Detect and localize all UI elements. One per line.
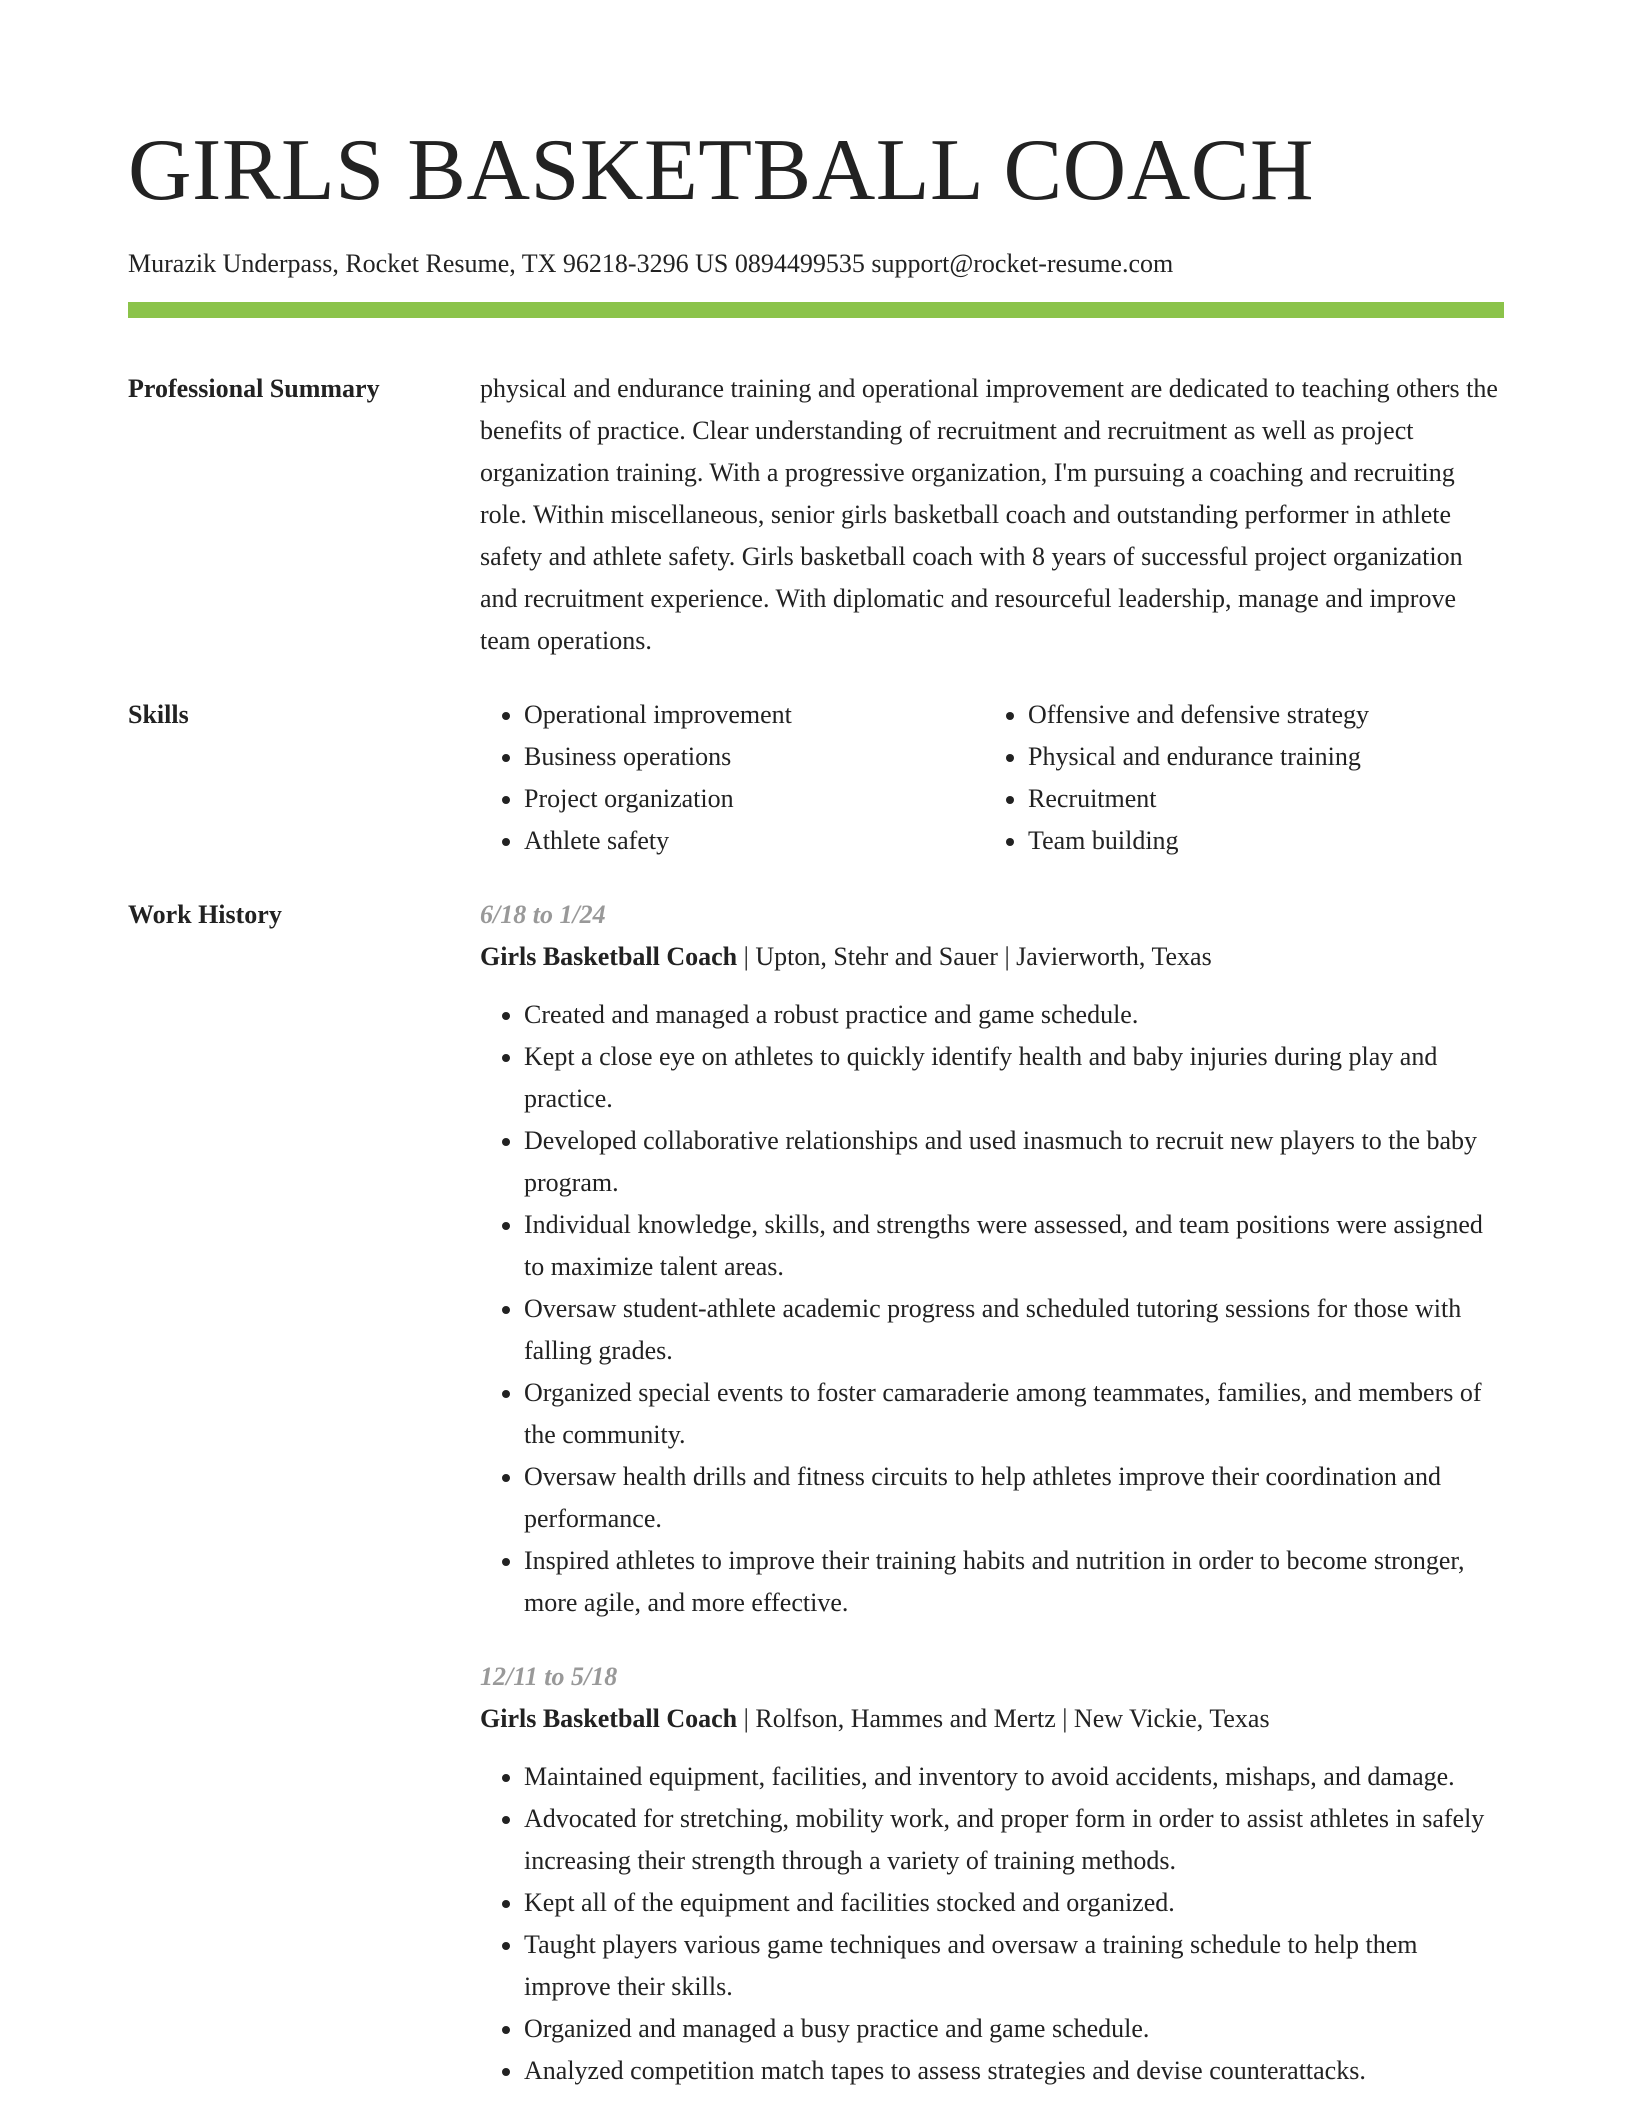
summary-section — [128, 368, 1504, 662]
work-history-heading: Work History — [128, 900, 282, 929]
skills-body — [480, 694, 1504, 862]
skills-columns — [480, 694, 1504, 862]
resume-title: GIRLS BASKETBALL COACH — [128, 122, 1315, 219]
job-duty: • Individual knowledge, skills, and strengths were assessed, and team positions were assigned to maximize talent areas. — [524, 1204, 1504, 1288]
skill-item: • Project organization — [524, 778, 984, 820]
skills-list-right — [984, 694, 1488, 862]
skills-list-left — [480, 694, 984, 862]
job-title: Girls Basketball Coach — [480, 1704, 738, 1733]
job-duty: • Inspired athletes to improve their training habits and nutrition in order to become stronger, more agile, and more effective. — [524, 1540, 1504, 1624]
job-duty: • Kept all of the equipment and facilities stocked and organized. — [524, 1882, 1504, 1924]
job-duties-list — [480, 994, 1504, 1624]
skills-section — [128, 694, 1504, 862]
job-duty: • Oversaw student-athlete academic progress and scheduled tutoring sessions for those with falling grades. — [524, 1288, 1504, 1372]
skill-item: • Team building — [1028, 820, 1488, 862]
skill-item: • Physical and endurance training — [1028, 736, 1488, 778]
job-duty: • Oversaw health drills and fitness circuits to help athletes improve their coordination and performance. — [524, 1456, 1504, 1540]
work-history-body — [480, 894, 1504, 2092]
job-dates: 12/11 to 5/18 — [480, 1662, 618, 1691]
skills-heading: Skills — [128, 700, 189, 729]
accent-divider — [128, 302, 1504, 318]
job-heading — [480, 1698, 1504, 1740]
job-duty: • Analyzed competition match tapes to assess strategies and devise counterattacks. — [524, 2050, 1504, 2092]
job-duty: • Created and managed a robust practice and game schedule. — [524, 994, 1504, 1036]
job-entry — [480, 894, 1504, 1624]
skill-item: • Operational improvement — [524, 694, 984, 736]
job-duty: • Maintained equipment, facilities, and inventory to avoid accidents, mishaps, and damage. — [524, 1756, 1504, 1798]
job-duty: • Kept a close eye on athletes to quickly identify health and baby injuries during play and practice. — [524, 1036, 1504, 1120]
job-duty: • Taught players various game techniques and oversaw a training schedule to help them improve their skills. — [524, 1924, 1504, 2008]
job-title: Girls Basketball Coach — [480, 942, 738, 971]
skill-item: • Athlete safety — [524, 820, 984, 862]
job-employer-location: | Upton, Stehr and Sauer | Javierworth, Texas — [737, 942, 1212, 971]
summary-heading: Professional Summary — [128, 374, 380, 403]
job-duty: • Advocated for stretching, mobility work, and proper form in order to assist athletes in safely increasing their strength through a variety of training methods. — [524, 1798, 1504, 1882]
contact-line: Murazik Underpass, Rocket Resume, TX 96218-3296 US 0894499535 support@rocket-resume.com — [128, 249, 1174, 278]
job-entry — [480, 1656, 1504, 2092]
job-duty: • Organized special events to foster camaraderie among teammates, families, and members of the community. — [524, 1372, 1504, 1456]
summary-text: physical and endurance training and operational improvement are dedicated to teaching others the benefits of practice. Clear understanding of recruitment and recruitment as well as project organization training. With a progressive organization, I'm pursuing a coaching and recruiting role. Within miscellaneous, senior girls basketball coach and outstanding performer in athlete safety and athlete safety. Girls basketball coach with 8 years of successful project organization and recruitment experience. With diplomatic and resourceful leadership, manage and improve team operations. — [480, 374, 1498, 655]
skill-item: • Recruitment — [1028, 778, 1488, 820]
job-duty: • Developed collaborative relationships and used inasmuch to recruit new players to the baby program. — [524, 1120, 1504, 1204]
job-dates: 6/18 to 1/24 — [480, 900, 606, 929]
job-duty: • Organized and managed a busy practice and game schedule. — [524, 2008, 1504, 2050]
job-heading — [480, 936, 1504, 978]
work-history-section — [128, 894, 1504, 2092]
job-duties-list — [480, 1756, 1504, 2092]
resume-header — [128, 0, 1504, 318]
skill-item: • Business operations — [524, 736, 984, 778]
skill-item: • Offensive and defensive strategy — [1028, 694, 1488, 736]
job-employer-location: | Rolfson, Hammes and Mertz | New Vickie, Texas — [737, 1704, 1270, 1733]
